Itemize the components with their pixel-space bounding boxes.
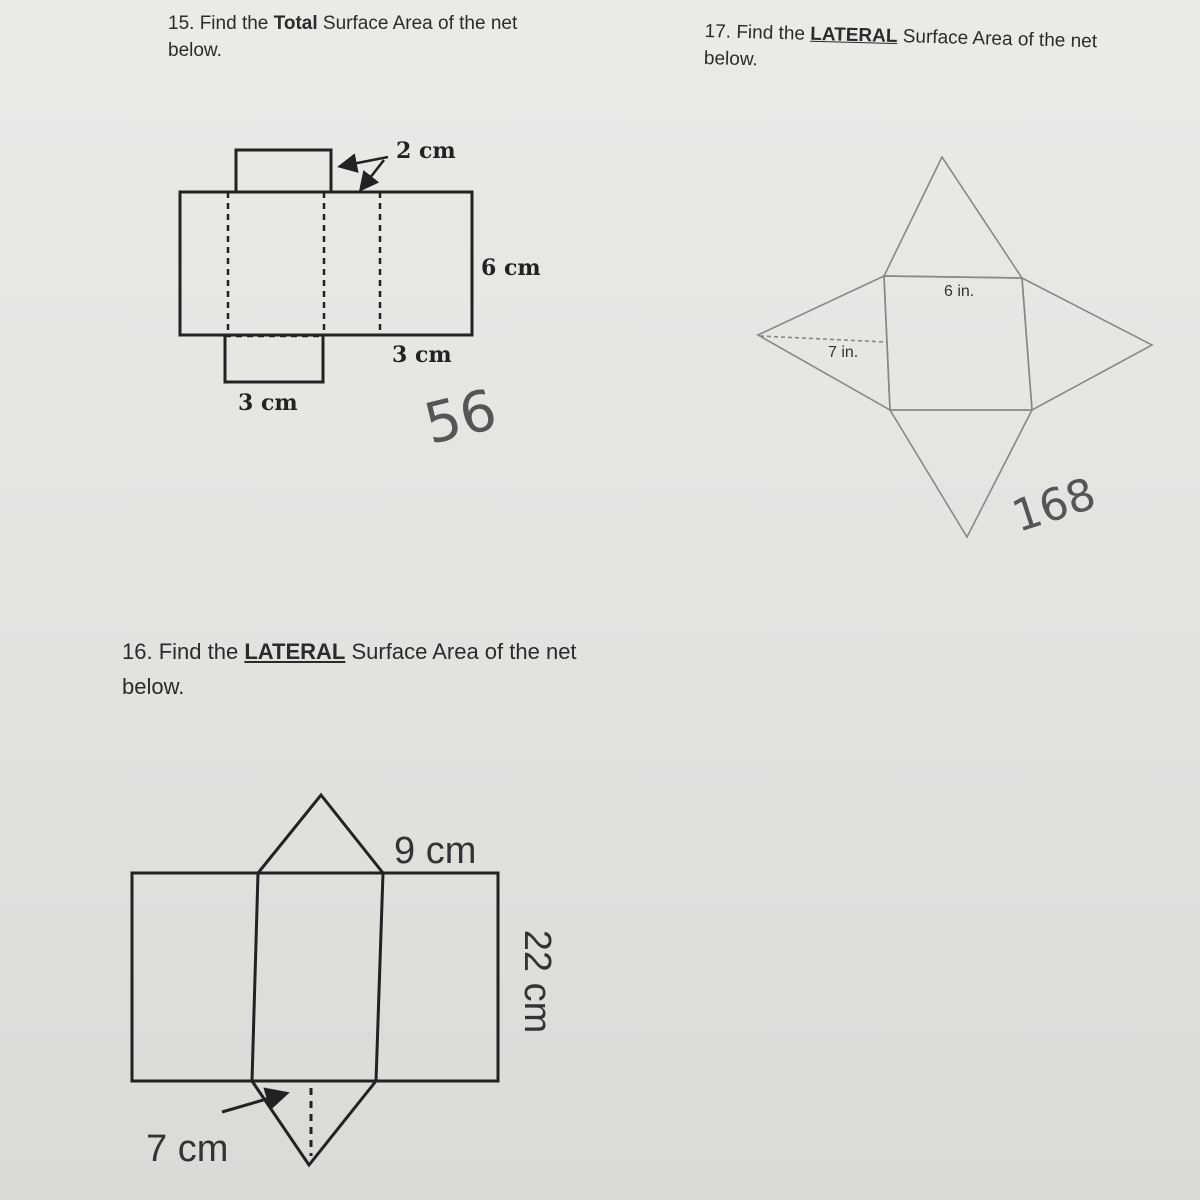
q16-label-bottom: 7 cm xyxy=(146,1128,229,1170)
q17-handwritten-answer: 168 xyxy=(1006,468,1102,543)
q16-number: 16. xyxy=(122,639,153,664)
q16-top-triangle xyxy=(258,795,383,873)
q17-bottom-triangle xyxy=(890,410,1032,537)
q16-face-divider xyxy=(252,873,258,1081)
q15-dimension-arrow xyxy=(362,160,384,188)
q17-text-c: below. xyxy=(703,47,759,71)
q15-text-a: Find the xyxy=(199,13,269,34)
q16-text-a: Find the xyxy=(158,639,239,664)
q17-left-triangle xyxy=(758,276,890,410)
q17-text-underlined: LATERAL xyxy=(809,23,898,48)
q17-pyramid-net xyxy=(758,157,1152,537)
q17-label-slant: 7 in. xyxy=(828,344,859,361)
q16-dimension-arrow xyxy=(222,1094,284,1112)
q16-face-divider xyxy=(376,873,383,1081)
q17-right-triangle xyxy=(1022,278,1152,410)
q17-text-a: Find the xyxy=(736,21,806,45)
q15-text-b: Surface Area of the net xyxy=(322,13,518,34)
q16-text-underlined: LATERAL xyxy=(244,639,346,664)
q16-text-b: Surface Area of the net xyxy=(351,639,577,664)
q15-label-bottom-left: 3 cm xyxy=(238,390,298,416)
q16-main-strip xyxy=(132,873,498,1081)
q15-text-c: below. xyxy=(168,40,222,61)
q15-label-top: 2 cm xyxy=(396,138,456,164)
q16-label-right: 22 cm xyxy=(516,929,559,1034)
q15-main-strip xyxy=(180,192,472,335)
q16-text-c: below. xyxy=(122,674,185,699)
q15-text-bold: Total xyxy=(273,13,318,34)
q15-top-flap xyxy=(236,150,331,192)
q17-number: 17. xyxy=(704,20,732,43)
q17-text-b: Surface Area of the net xyxy=(902,26,1098,53)
q17-label-side: 6 in. xyxy=(944,283,975,300)
q15-label-right: 6 cm xyxy=(481,255,541,281)
q15-number: 15. xyxy=(168,13,195,34)
q16-bottom-triangle xyxy=(252,1081,376,1165)
q17-top-triangle xyxy=(884,157,1022,278)
q15-label-bottom-mid: 3 cm xyxy=(392,342,452,368)
q15-bottom-flap xyxy=(225,335,323,382)
q16-label-top: 9 cm xyxy=(394,830,477,872)
q15-handwritten-answer: 56 xyxy=(418,377,504,458)
q17-slant-height-line xyxy=(760,336,886,342)
